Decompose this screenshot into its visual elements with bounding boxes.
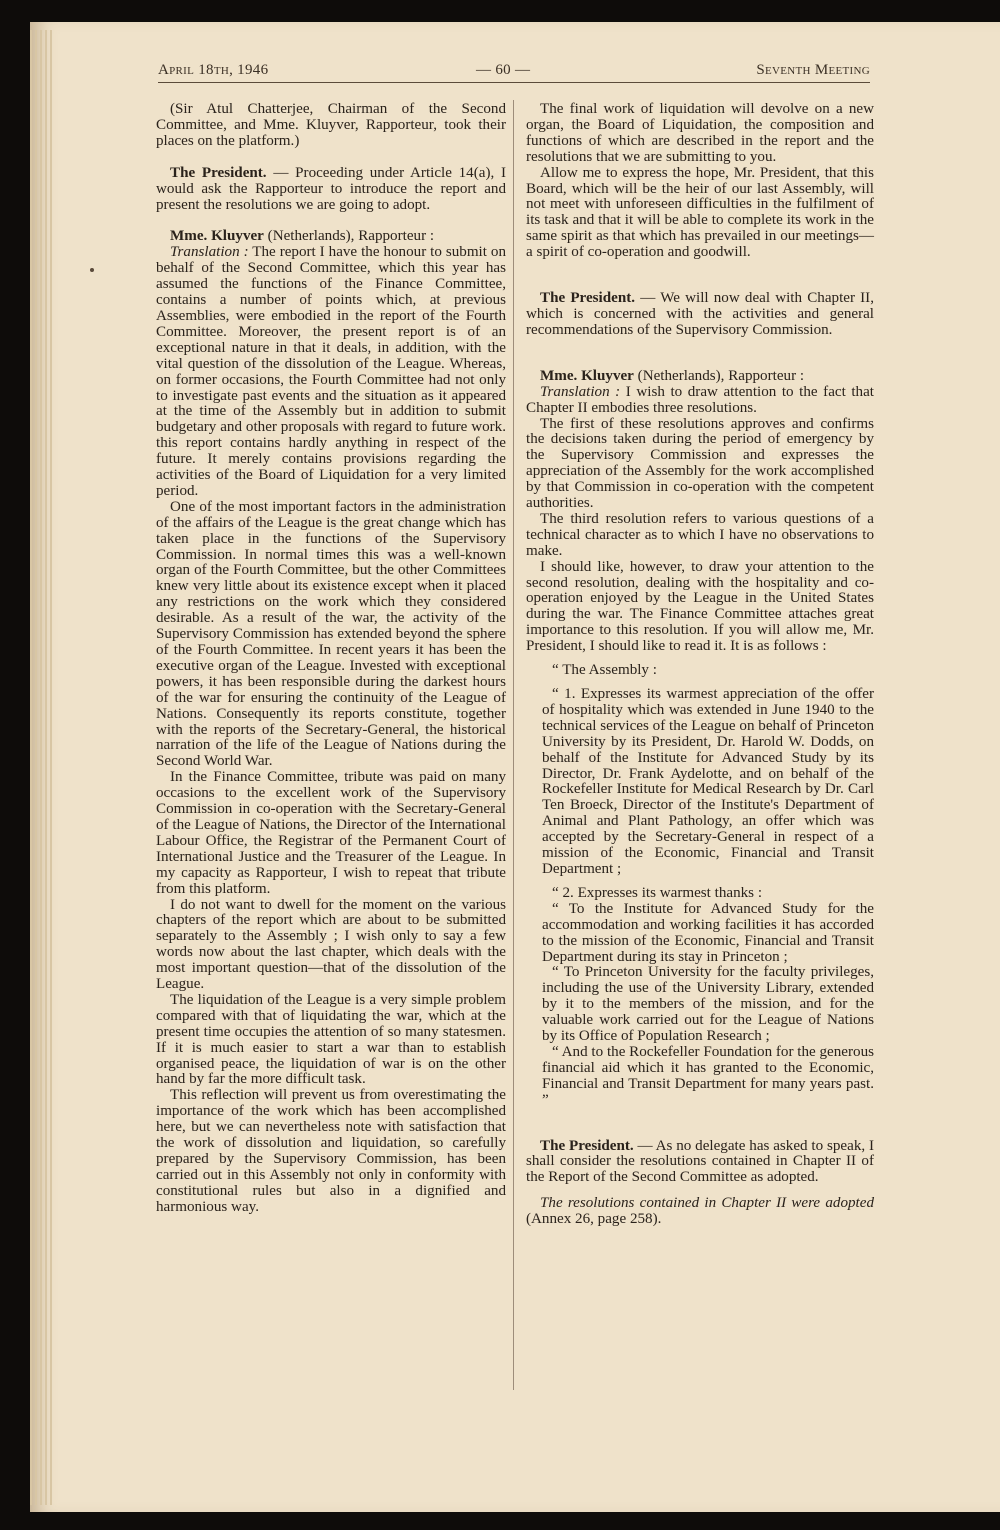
- paragraph: The third resolution refers to various questions of a technical character as to which I have no observations to make.: [526, 510, 874, 559]
- header-rule: [158, 82, 870, 83]
- quote: “ The Assembly :: [552, 662, 657, 679]
- left-column: [156, 102, 506, 1216]
- speaker-label: Mme. Kluyver: [540, 367, 634, 384]
- speaker-label: The President.: [170, 164, 267, 181]
- adopted-note: The resolutions contained in Chapter II were adopted: [540, 1195, 874, 1212]
- paragraph: [526, 385, 874, 417]
- header-meeting: Seventh Meeting: [756, 62, 870, 78]
- header-date: April 18th, 1946: [158, 62, 269, 78]
- paragraph: [526, 1196, 874, 1228]
- paragraph: This reflection will prevent us from overestimating the importance of the work which has been accomplished here, but we can nevertheless note with satisfaction that the work of dissolution and liquidation, so carefully prepared by the Supervisory Commission, has been carried out in this Assembly not only in conformity with constitutional rules but also in a dignified and harmonious way.: [156, 1087, 506, 1215]
- speech-text: The report I have the honour to submit on behalf of the Second Committee, which this year has assumed the functions of the Finance Committee, contains a number of points which, at previous Assemblies, were embodied in the report of the Fourth Committee. Moreover, the present report is of an exceptional nature in that it deals, in addition, with the vital question of the dissolution of the League. Whereas, on former occasions, the Fourth Committee had not only to investigate past events and the situation as it appeared at the time of the Assembly but in addition to submit budgetary and other proposals with regard to future work. this report contains hardly anything in respect of the future. It merely contains provisions regarding the activities of the Board of Liquidation for a very limited period.: [156, 244, 506, 499]
- paragraph: [526, 369, 874, 385]
- paragraph: The first of these resolutions approves and confirms the decisions taken during the period of emergency by the Supervisory Commission and expresses the appreciation of the Assembly for the work accomplished by that Commission in co-operation with the competent authorities.: [526, 415, 874, 512]
- paragraph: [526, 1139, 874, 1187]
- paragraph: The liquidation of the League is a very simple problem compared with that of liquidating the war, which at the present time occupies the attention of so many statesmen. If it is much easier to start a war than to establish organised peace, the liquidation of war is on the other hand by far the more difficult task.: [156, 991, 506, 1088]
- translation-label: Translation :: [170, 244, 249, 261]
- running-header: [158, 62, 870, 82]
- column-divider: [513, 100, 514, 1390]
- right-column: [526, 102, 874, 1228]
- paragraph: I should like, however, to draw your attention to the second resolution, dealing with the hospitality and co-operation enjoyed by the League in the United States during the war. The Finance Committee attaches great importance to this resolution. If you will allow me, Mr. President, I should like to read it. It is as follows :: [526, 558, 874, 655]
- paragraph: In the Finance Committee, tribute was paid on many occasions to the excellent work of the Supervisory Commission in co-operation with the Secretary-General of the League of Nations, the Director of the International Labour Office, the Registrar of the Permanent Court of International Justice and the Treasurer of the League. In my capacity as Rapporteur, I wish to repeat that tribute from this platform.: [156, 769, 506, 897]
- paragraph: Allow me to express the hope, Mr. President, that this Board, which will be the heir of our last Assembly, will not meet with unforeseen difficulties in the fulfilment of its task and that it will be able to complete its work in the same spirit as that which has prevailed in our meetings—a spirit of co-operation and goodwill.: [526, 164, 874, 261]
- page-edge: [40, 30, 42, 1505]
- speaker-label: The President.: [540, 290, 636, 307]
- speech-text: — We will now deal with Chapter II, which is concerned with the activities and general recommendations of the Supervisory Commission.: [526, 290, 874, 338]
- margin-mark: [90, 268, 94, 272]
- page-number: — 60 —: [476, 62, 531, 78]
- page-edge: [50, 30, 52, 1505]
- paragraph: [526, 291, 874, 339]
- paragraph: [156, 166, 506, 214]
- speaker-role: (Netherlands), Rapporteur :: [637, 367, 805, 384]
- speaker-label: Mme. Kluyver: [170, 228, 264, 245]
- quote: “ To the Institute for Advanced Study for the accommodation and working facilities it has accorded to the mission of the Economic, Financial and Transit Department during its stay in Princeton ;: [542, 900, 874, 965]
- page-edge: [45, 30, 47, 1505]
- paragraph: The final work of liquidation will devolve on a new organ, the Board of Liquidation, the composition and functions of which are described in the report and the resolutions that we are submitting to you.: [526, 101, 874, 165]
- quote: “ To Princeton University for the faculty privileges, including the use of the University Library, extended by it to the members of the mission, and for the valuable work carried out for the League of Nations by its Office of Population Research ;: [542, 964, 874, 1045]
- page-edge: [35, 30, 37, 1505]
- speaker-role: (Netherlands), Rapporteur :: [267, 228, 435, 245]
- page-edge: [30, 30, 32, 1505]
- paragraph: [156, 229, 506, 245]
- paragraph: One of the most important factors in the administration of the affairs of the League is the great change which has taken place in the functions of the Supervisory Commission. In normal times this was a well-known organ of the Fourth Committee, but the other Committees knew very little about its existence except when it placed any restrictions on the work which they considered desirable. As a result of the war, the activity of the Supervisory Commission has extended beyond the sphere of the Fourth Committee. In recent years it has been the executive organ of the League. Invested with exceptional powers, it has been responsible during the darkest hours of the war for ensuring the continuity of the League of Nations. Consequently its reports constitute, together with the reports of the Secretary-General, the historical narration of the life of the League of Nations during the Second World War.: [156, 498, 506, 770]
- paragraph: [156, 245, 506, 500]
- speech-text: — As no delegate has asked to speak, I shall consider the resolutions contained in Chapter II of the Report of the Second Committee as adopted.: [526, 1137, 874, 1186]
- annex-reference: (Annex 26, page 258).: [526, 1211, 662, 1228]
- paragraph: (Sir Atul Chatterjee, Chairman of the Second Committee, and Mme. Kluyver, Rapporteur, took their places on the platform.): [156, 101, 506, 149]
- speaker-label: The President.: [540, 1137, 634, 1154]
- speech-text: — Proceeding under Article 14(a), I would ask the Rapporteur to introduce the report and present the resolutions we are going to adopt.: [156, 164, 507, 213]
- translation-label: Translation :: [540, 383, 621, 400]
- quote: “ 2. Expresses its warmest thanks :: [552, 884, 763, 901]
- paragraph: I do not want to dwell for the moment on the various chapters of the report which are about to be submitted separately to the Assembly ; I wish only to say a few words now about the last chapter, which deals with the most important question—that of the dissolution of the League.: [156, 896, 506, 993]
- quote: “ And to the Rockefeller Foundation for the generous financial aid which it has granted to the Economic, Financial and Transit Department for many years past. ”: [542, 1043, 874, 1108]
- quote: “ 1. Expresses its warmest appreciation of the offer of hospitality which was extended in June 1940 to the technical services of the League on behalf of Princeton University by its President, Dr. Harold W. Dodds, on behalf of the Institute for Advanced Study by its Director, Dr. Frank Aydelotte, and on behalf of the Rockefeller Institute for Medical Research by Dr. Carl Ten Broeck, Director of the Institute's Department of Animal and Plant Pathology, an offer which was accepted by the Secretary-General in respect of a mission of the Economic, Financial and Transit Department ;: [542, 686, 874, 877]
- speech-text: I wish to draw attention to the fact that Chapter II embodies three resolutions.: [526, 383, 874, 416]
